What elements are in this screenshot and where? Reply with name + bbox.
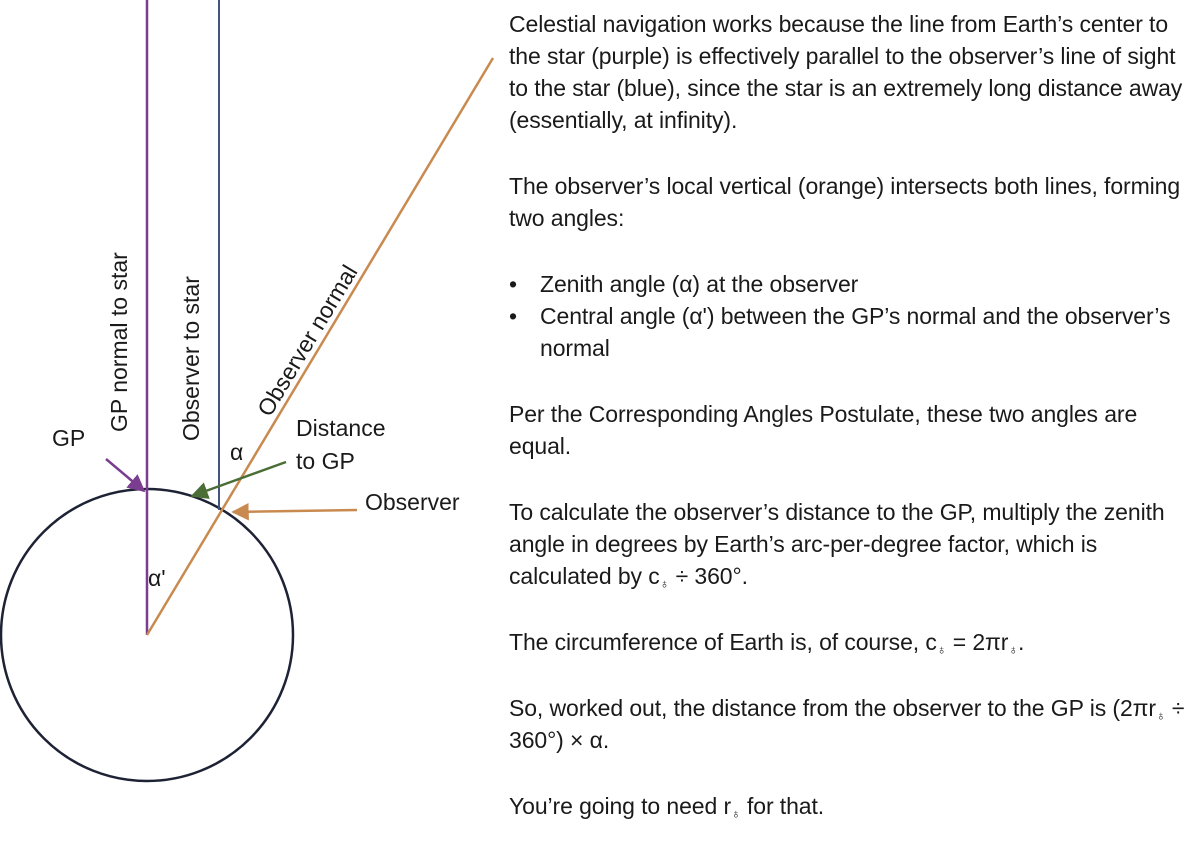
paragraph-formula <box>509 692 1189 756</box>
angle-list <box>509 268 1189 364</box>
distance-label-line1: Distance <box>296 415 386 441</box>
bullet-glyph: • <box>509 271 517 297</box>
paragraph-postulate: Per the Corresponding Angles Postulate, these two angles are equal. <box>509 401 1138 459</box>
earth-symbol: ♁ <box>1008 642 1019 657</box>
earth-symbol: ♁ <box>659 576 670 591</box>
paragraph-calculation <box>509 496 1189 592</box>
circ-text-post: . <box>1018 629 1025 655</box>
earth-symbol: ♁ <box>1155 708 1166 723</box>
observer-to-star-label: Observer to star <box>178 276 204 441</box>
bullet-glyph: • <box>509 303 517 329</box>
gp-label: GP <box>52 425 86 451</box>
observer-pointer-arrow <box>233 510 357 512</box>
list-item-label: Central angle (α') between the GP’s normal and the observer’s normal <box>540 303 1171 361</box>
circ-text-mid: = 2πr <box>946 629 1009 655</box>
paragraph-intro: Celestial navigation works because the line from Earth’s center to the star (purple) is effectively parallel to the observer’s line of sight to the star (blue), since the star is an extremely long distance away (essentially, at infinity). <box>509 11 1183 133</box>
gp-pointer-arrow <box>106 459 144 491</box>
list-item-central <box>509 300 1189 364</box>
distance-label-line2: to GP <box>296 448 355 474</box>
list-item-zenith <box>509 268 1189 300</box>
closing-text-post: for that. <box>740 793 825 819</box>
formula-text-post: ÷ 360°) × α. <box>509 695 1185 753</box>
explanation-text <box>509 8 1189 856</box>
circ-text-pre: The circumference of Earth is, of course, c <box>509 629 937 655</box>
paragraph-vertical: The observer’s local vertical (orange) intersects both lines, forming two angles: <box>509 173 1181 231</box>
alpha-label: α <box>230 439 244 465</box>
alpha-prime-label: α' <box>148 565 166 591</box>
gp-normal-label: GP normal to star <box>106 252 132 432</box>
observer-normal-label: Observer normal <box>251 260 363 421</box>
paragraph-closing <box>509 790 1189 822</box>
distance-pointer-arrow <box>192 462 286 496</box>
paragraph-circumference <box>509 626 1189 658</box>
observer-label: Observer <box>365 489 460 515</box>
calc-text-post: ÷ 360°. <box>669 563 748 589</box>
formula-text-pre: So, worked out, the distance from the observer to the GP is (2πr <box>509 695 1156 721</box>
celestial-navigation-diagram <box>0 0 500 866</box>
earth-symbol: ♁ <box>731 806 741 821</box>
list-item-label: Zenith angle (α) at the observer <box>540 271 859 297</box>
closing-text-pre: You’re going to need r <box>509 793 732 819</box>
earth-symbol: ♁ <box>936 642 947 657</box>
calc-text-pre: To calculate the observer’s distance to the GP, multiply the zenith angle in degrees by Earth’s arc-per-degree factor, which is calculated by c <box>509 499 1165 589</box>
